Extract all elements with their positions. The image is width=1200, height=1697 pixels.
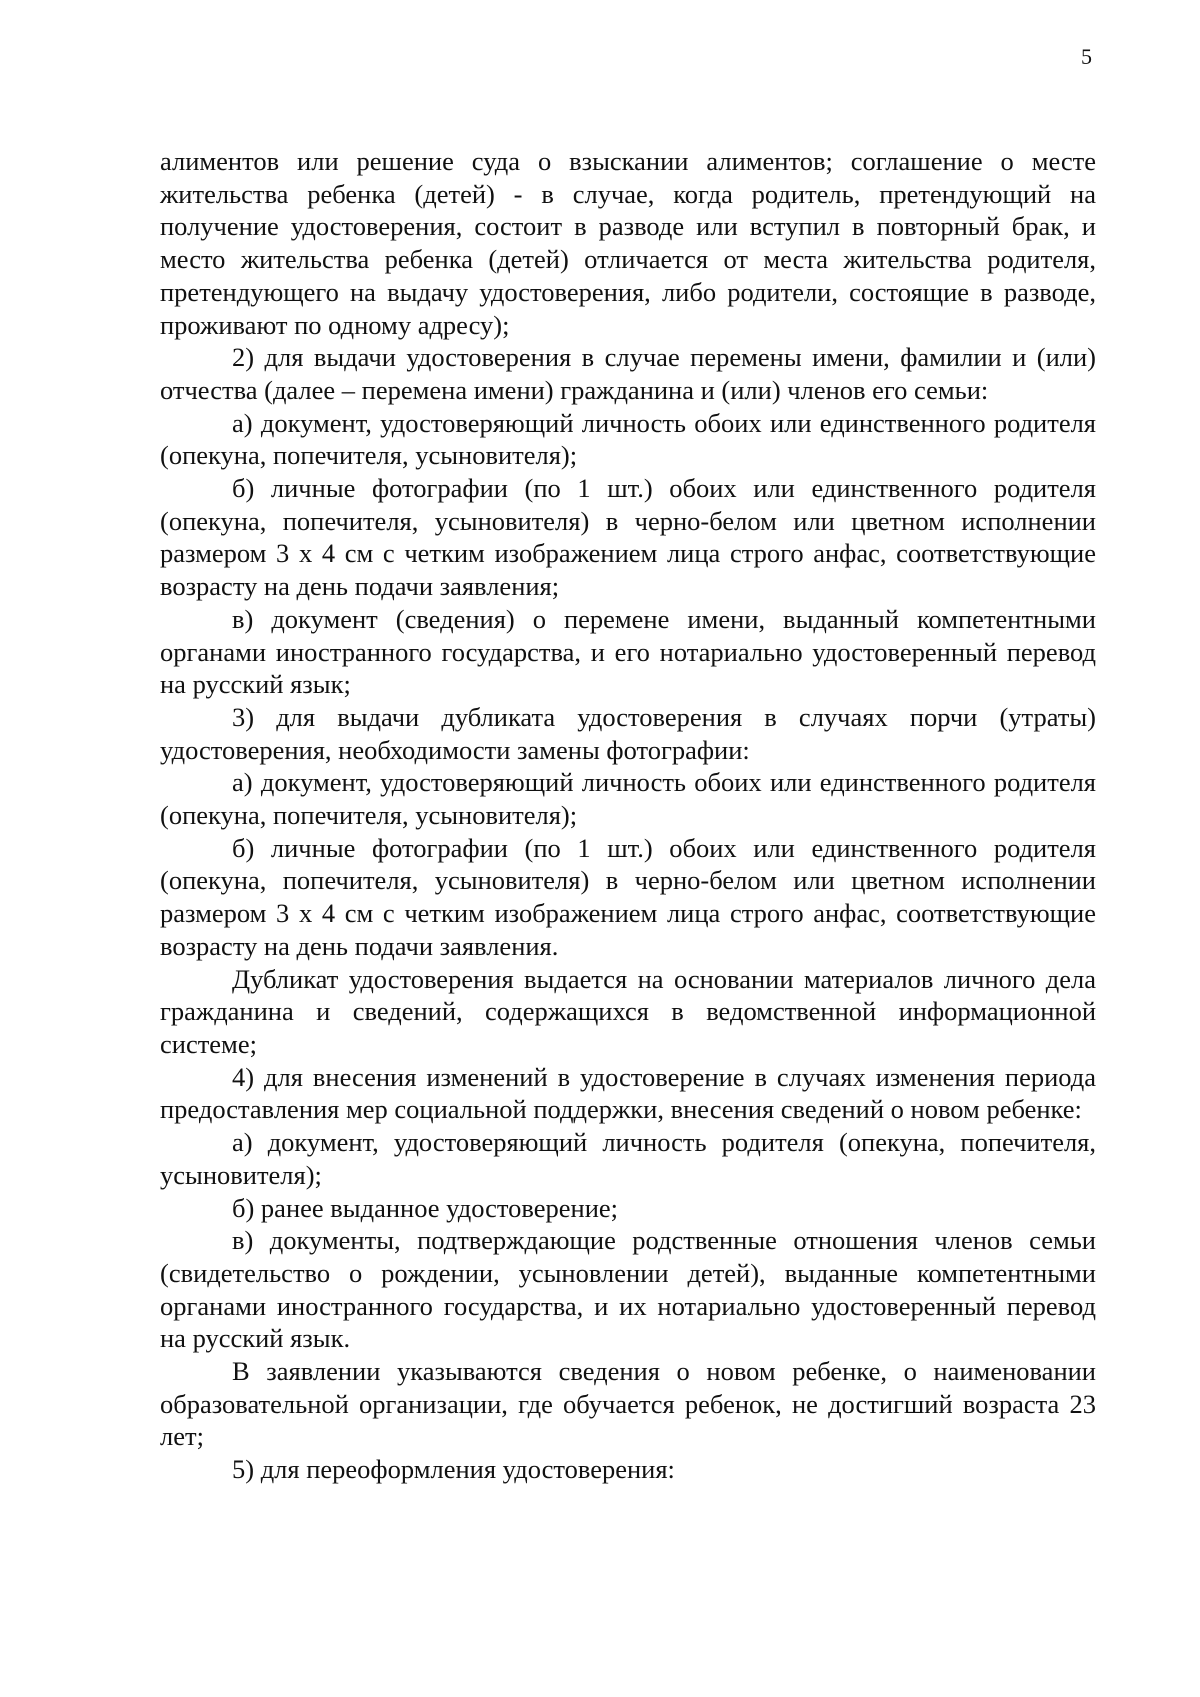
paragraph-item-5: 5) для переоформления удостоверения: xyxy=(232,1454,675,1485)
page-number: 5 xyxy=(1081,44,1092,69)
paragraph-application-note: В заявлении указываются сведения о новом ребенке, о наименовании образовательной организации, где обучается ребенок, не достигший возраста 23 лет; xyxy=(160,1356,1096,1452)
paragraph-item-4b: б) ранее выданное удостоверение; xyxy=(232,1192,618,1223)
paragraph-item-3a: а) документ, удостоверяющий личность обоих или единственного родителя (опекуна, попечителя, усыновителя); xyxy=(160,767,1096,831)
paragraph-item-4: 4) для внесения изменений в удостоверение в случаях изменения периода предоставления мер социальной поддержки, внесения сведений о новом ребенке: xyxy=(160,1061,1096,1125)
paragraph-item-2b: б) личные фотографии (по 1 шт.) обоих или единственного родителя (опекуна, попечителя, усыновителя) в черно-белом или цветном исполнении размером 3 х 4 см с четким изображением лица строго анфас, соответствующие возрасту на день подачи заявления; xyxy=(160,473,1096,602)
paragraph-item-2: 2) для выдачи удостоверения в случае перемены имени, фамилии и (или) отчества (далее – перемена имени) гражданина и (или) членов его семьи: xyxy=(160,342,1096,405)
paragraph-duplicate-note: Дубликат удостоверения выдается на основании материалов личного дела гражданина и сведений, содержащихся в ведомственной информационной системе; xyxy=(160,963,1096,1059)
paragraph-item-3b: б) личные фотографии (по 1 шт.) обоих или единственного родителя (опекуна, попечителя, усыновителя) в черно-белом или цветном исполнении размером 3 х 4 см с четким изображением лица строго анфас, соответствующие возрасту на день подачи заявления. xyxy=(160,832,1096,961)
document-body xyxy=(160,145,1096,1486)
paragraph-item-2v: в) документ (сведения) о перемене имени, выданный компетентными органами иностранного государства, и его нотариально удостоверенный перевод на русский язык; xyxy=(160,603,1096,700)
paragraph-item-4a: а) документ, удостоверяющий личность родителя (опекуна, попечителя, усыновителя); xyxy=(160,1127,1096,1190)
paragraph-item-4v: в) документы, подтверждающие родственные отношения членов семьи (свидетельство о рождении, усыновлении детей), выданные компетентными органами иностранного государства, и их нотариально удостоверенный перевод на русский язык. xyxy=(160,1225,1096,1354)
paragraph-item-3: 3) для выдачи дубликата удостоверения в случаях порчи (утраты) удостоверения, необходимости замены фотографии: xyxy=(160,701,1096,765)
paragraph-continuation: алиментов или решение суда о взыскании алиментов; соглашение о месте жительства ребенка (детей) - в случае, когда родитель, претендующий на получение удостоверения, состоит в разводе или вступил в повторный брак, и место жительства ребенка (детей) отличается от места жительства родителя, претендующего на выдачу удостоверения, либо родители, состоящие в разводе, проживают по одному адресу); xyxy=(160,146,1096,340)
paragraph-item-2a: а) документ, удостоверяющий личность обоих или единственного родителя (опекуна, попечителя, усыновителя); xyxy=(160,407,1096,471)
